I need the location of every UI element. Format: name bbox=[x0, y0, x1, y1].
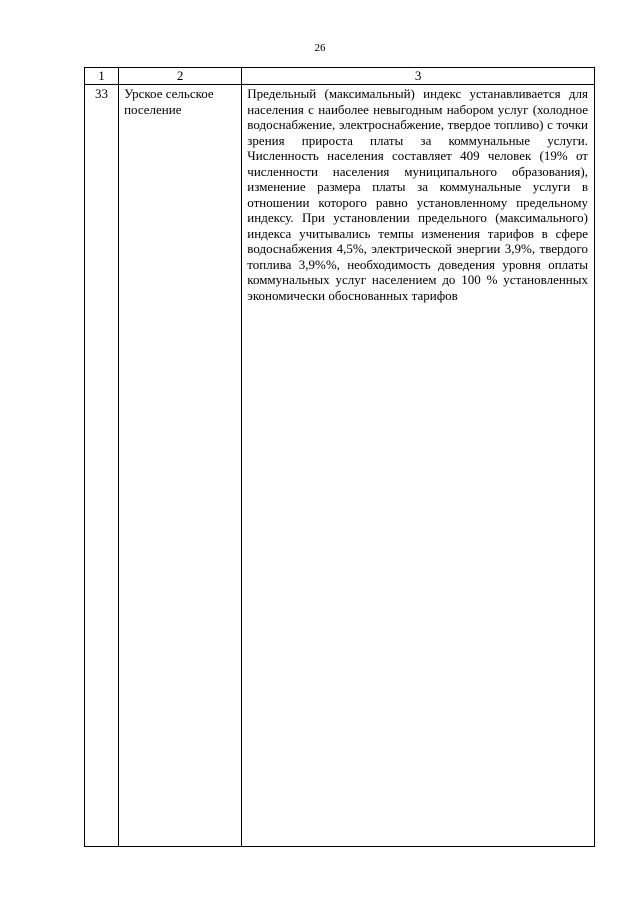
header-col-2: 2 bbox=[119, 68, 242, 85]
page-number: 26 bbox=[314, 42, 326, 54]
header-col-3: 3 bbox=[242, 68, 595, 85]
table-header-row bbox=[85, 68, 595, 85]
description-cell: Предельный (максимальный) индекс устанавливается для населения с наиболее невыгодным набором услуг (холодное водоснабжение, электроснабжение, твердое топливо) с точки зрения прироста платы за коммунальные услуги. Численность населения составляет 409 человек (19% от численности населения муниципального образования), изменение размера платы за коммунальные услуги в отношении которого равно установленному предельному индексу. При установлении предельного (максимального) индекса учитывались темпы изменения тарифов в сфере водоснабжения 4,5%, электрической энергии 3,9%, твердого топлива 3,9%%, необходимость доведения уровня оплаты коммунальных услуг населением до 100 % установленных экономически обоснованных тарифов bbox=[242, 85, 595, 847]
tariff-index-table bbox=[84, 67, 595, 847]
row-number-cell: 33 bbox=[85, 85, 119, 847]
table-row bbox=[85, 85, 595, 847]
settlement-name-cell: Урское сельское поселение bbox=[119, 85, 242, 847]
header-col-1: 1 bbox=[85, 68, 119, 85]
